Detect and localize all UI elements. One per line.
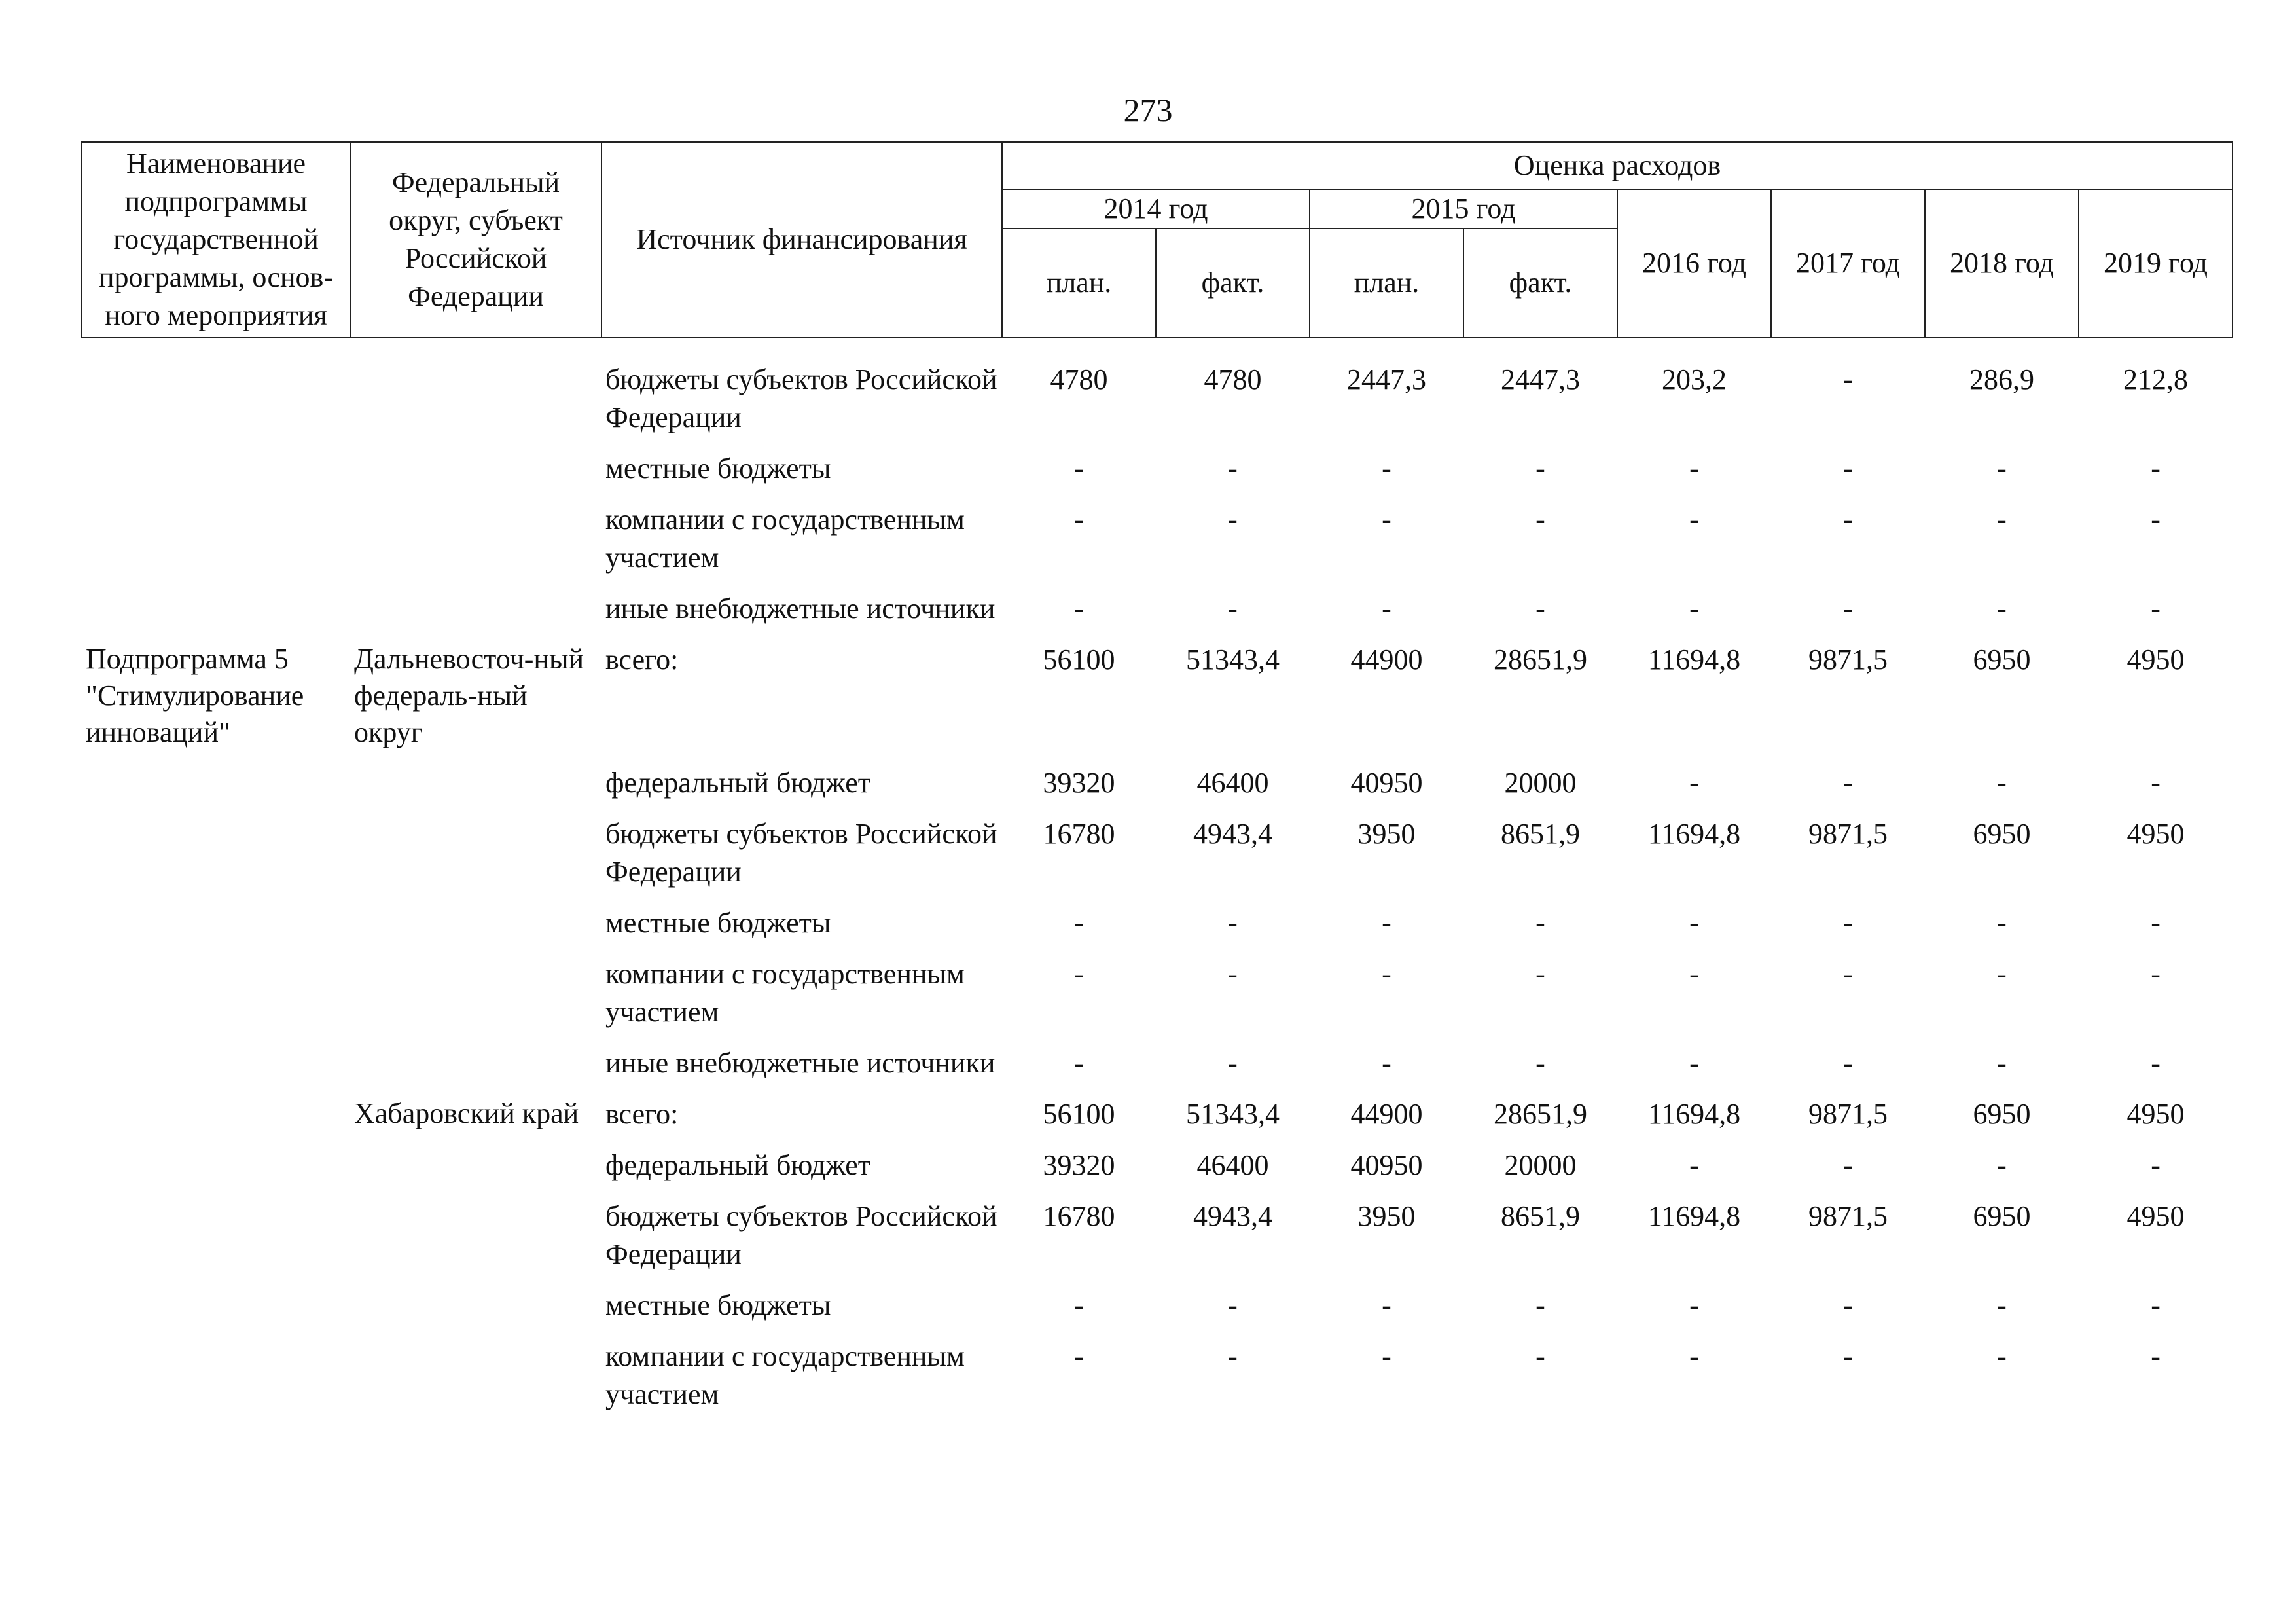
value-cell: - [1535, 503, 1545, 536]
value-cell: - [1997, 906, 2007, 939]
program-name-cell [82, 501, 350, 590]
value-cell: - [1228, 452, 1238, 484]
value-cell: 6950 [1973, 1199, 2031, 1232]
value-cell: 44900 [1350, 1097, 1423, 1130]
value-cell: 6950 [1973, 817, 2031, 850]
region-cell: Хабаровский край [354, 1097, 579, 1129]
value-cell: 2447,3 [1501, 363, 1580, 395]
value-cell: 56100 [1043, 1097, 1115, 1130]
table-row [82, 361, 2233, 450]
value-cell: - [1228, 906, 1238, 939]
value-cell: 20000 [1504, 766, 1577, 799]
value-cell: 56100 [1043, 643, 1115, 676]
header-year-2014: 2014 год [1002, 189, 1310, 228]
value-cell: - [2151, 957, 2161, 990]
value-cell: - [1535, 1046, 1545, 1079]
header-2015-plan: план. [1310, 228, 1463, 337]
value-cell: 44900 [1350, 643, 1423, 676]
value-cell: - [1997, 957, 2007, 990]
funding-source-cell: местные бюджеты [605, 452, 831, 484]
value-cell: - [1228, 503, 1238, 536]
value-cell: - [1535, 906, 1545, 939]
value-cell: 203,2 [1662, 363, 1727, 395]
value-cell: 4943,4 [1193, 817, 1272, 850]
page-number: 273 [1123, 92, 1173, 128]
table-header [82, 142, 2233, 337]
table-row [82, 1197, 2233, 1286]
funding-source-cell: компании с государственным участием [605, 1340, 965, 1410]
value-cell: 20000 [1504, 1148, 1577, 1181]
value-cell: - [1074, 503, 1084, 536]
value-cell: 9871,5 [1808, 1097, 1888, 1130]
value-cell: - [1382, 906, 1391, 939]
value-cell: - [1074, 1288, 1084, 1321]
value-cell: 286,9 [1969, 363, 2034, 395]
program-name-cell [82, 1286, 350, 1338]
value-cell: 16780 [1043, 817, 1115, 850]
region-cell [350, 815, 601, 904]
table-row [82, 1338, 2233, 1427]
table-row [82, 501, 2233, 590]
program-name-cell [82, 450, 350, 501]
value-cell: - [1997, 1148, 2007, 1181]
value-cell: - [1074, 957, 1084, 990]
value-cell: 2447,3 [1347, 363, 1426, 395]
funding-source-cell: всего: [605, 643, 679, 676]
value-cell: - [1689, 452, 1699, 484]
program-name-cell [82, 904, 350, 955]
value-cell: - [1689, 766, 1699, 799]
header-year-2019: 2019 год [2079, 189, 2233, 337]
funding-source-cell: бюджеты субъектов Российской Федерации [605, 817, 997, 888]
region-cell [350, 450, 601, 501]
value-cell: - [1997, 1340, 2007, 1372]
value-cell: - [2151, 1340, 2161, 1372]
value-cell: - [1228, 1340, 1238, 1372]
program-name-cell [82, 1338, 350, 1427]
expenditure-table [81, 141, 2233, 1427]
program-name-cell [82, 1044, 350, 1095]
region-cell [350, 1286, 601, 1338]
value-cell: 212,8 [2123, 363, 2189, 395]
program-name-cell [82, 764, 350, 815]
value-cell: 11694,8 [1647, 1199, 1741, 1232]
value-cell: - [1382, 1340, 1391, 1372]
funding-source-cell: местные бюджеты [605, 1288, 831, 1321]
value-cell: - [1843, 452, 1853, 484]
value-cell: 8651,9 [1501, 817, 1580, 850]
value-cell: - [1535, 452, 1545, 484]
table-row [82, 450, 2233, 501]
value-cell: - [1228, 1046, 1238, 1079]
table-row [82, 815, 2233, 904]
header-source: Источник финансирования [601, 142, 1002, 337]
table-row [82, 904, 2233, 955]
value-cell: - [1689, 503, 1699, 536]
region-cell [350, 361, 601, 450]
region-cell [350, 590, 601, 641]
header-year-2016: 2016 год [1617, 189, 1771, 337]
value-cell: 40950 [1350, 766, 1423, 799]
value-cell: - [1382, 957, 1391, 990]
value-cell: 46400 [1196, 1148, 1269, 1181]
value-cell: - [2151, 452, 2161, 484]
value-cell: 39320 [1043, 766, 1115, 799]
value-cell: 11694,8 [1647, 643, 1741, 676]
value-cell: 3950 [1357, 817, 1416, 850]
value-cell: 4950 [2126, 817, 2185, 850]
region-cell [350, 1197, 601, 1286]
funding-source-cell: иные внебюджетные источники [605, 1046, 996, 1079]
value-cell: - [1228, 592, 1238, 625]
value-cell: 39320 [1043, 1148, 1115, 1181]
header-region: Федеральный округ, субъект Российской Федерации [350, 142, 601, 337]
value-cell: 4780 [1050, 363, 1108, 395]
program-name-cell [82, 1146, 350, 1197]
value-cell: - [1843, 592, 1853, 625]
value-cell: - [1843, 957, 1853, 990]
value-cell: - [1689, 1340, 1699, 1372]
table-row [82, 1286, 2233, 1338]
value-cell: 16780 [1043, 1199, 1115, 1232]
value-cell: - [1843, 503, 1853, 536]
value-cell: 4780 [1204, 363, 1262, 395]
value-cell: - [1843, 1046, 1853, 1079]
value-cell: - [1074, 1046, 1084, 1079]
value-cell: 6950 [1973, 643, 2031, 676]
value-cell: - [1689, 592, 1699, 625]
value-cell: - [1074, 1340, 1084, 1372]
value-cell: 51343,4 [1186, 1097, 1280, 1130]
funding-source-cell: федеральный бюджет [605, 766, 870, 799]
header-2015-fact: факт. [1463, 228, 1617, 337]
value-cell: - [1382, 503, 1391, 536]
header-year-2017: 2017 год [1771, 189, 1925, 337]
region-cell [350, 764, 601, 815]
value-cell: - [1689, 1046, 1699, 1079]
value-cell: - [1382, 592, 1391, 625]
value-cell: 4950 [2126, 643, 2185, 676]
value-cell: - [1997, 503, 2007, 536]
region-cell [350, 1044, 601, 1095]
value-cell: 11694,8 [1647, 1097, 1741, 1130]
funding-source-cell: федеральный бюджет [605, 1148, 870, 1181]
funding-source-cell: местные бюджеты [605, 906, 831, 939]
value-cell: 4950 [2126, 1097, 2185, 1130]
funding-source-cell: бюджеты субъектов Российской Федерации [605, 363, 997, 433]
value-cell: 9871,5 [1808, 817, 1888, 850]
value-cell: 6950 [1973, 1097, 2031, 1130]
value-cell: - [1997, 766, 2007, 799]
funding-source-cell: компании с государственным участием [605, 957, 965, 1028]
value-cell: - [1382, 1046, 1391, 1079]
header-2014-fact: факт. [1156, 228, 1310, 337]
value-cell: - [2151, 503, 2161, 536]
value-cell: - [2151, 906, 2161, 939]
value-cell: - [1843, 1288, 1853, 1321]
table-row [82, 590, 2233, 641]
header-year-2018: 2018 год [1925, 189, 2079, 337]
value-cell: - [1689, 1288, 1699, 1321]
value-cell: 40950 [1350, 1148, 1423, 1181]
table-row [82, 1095, 2233, 1146]
region-cell [350, 904, 601, 955]
table-row [82, 1044, 2233, 1095]
program-name-cell [82, 1197, 350, 1286]
funding-source-cell: иные внебюджетные источники [605, 592, 996, 625]
value-cell: - [1843, 766, 1853, 799]
value-cell: 11694,8 [1647, 817, 1741, 850]
table-row [82, 1146, 2233, 1197]
table-row [82, 641, 2233, 764]
value-cell: 9871,5 [1808, 643, 1888, 676]
value-cell: 46400 [1196, 766, 1269, 799]
header-name: Наименование подпрограммы государственной программы, основ-ного мероприятия [82, 142, 350, 337]
value-cell: 51343,4 [1186, 643, 1280, 676]
value-cell: - [1382, 1288, 1391, 1321]
value-cell: - [1074, 906, 1084, 939]
program-name-cell [82, 1095, 350, 1146]
value-cell: - [1228, 1288, 1238, 1321]
value-cell: - [2151, 592, 2161, 625]
value-cell: - [1997, 1288, 2007, 1321]
region-cell [350, 1146, 601, 1197]
value-cell: - [1689, 1148, 1699, 1181]
header-2014-plan: план. [1002, 228, 1156, 337]
value-cell: - [1689, 957, 1699, 990]
value-cell: - [1535, 1340, 1545, 1372]
header-year-2015: 2015 год [1310, 189, 1617, 228]
value-cell: 9871,5 [1808, 1199, 1888, 1232]
value-cell: - [1228, 957, 1238, 990]
header-estimate: Оценка расходов [1002, 142, 2233, 189]
value-cell: - [1997, 1046, 2007, 1079]
funding-source-cell: бюджеты субъектов Российской Федерации [605, 1199, 997, 1270]
table-body [82, 337, 2233, 1427]
value-cell: - [1689, 906, 1699, 939]
region-cell [350, 955, 601, 1044]
value-cell: - [1843, 906, 1853, 939]
value-cell: - [1074, 452, 1084, 484]
region-cell [350, 501, 601, 590]
table-row [82, 764, 2233, 815]
program-name-cell [82, 815, 350, 904]
value-cell: - [1843, 1148, 1853, 1181]
value-cell: - [1382, 452, 1391, 484]
value-cell: 4943,4 [1193, 1199, 1272, 1232]
value-cell: - [2151, 1148, 2161, 1181]
value-cell: - [1997, 452, 2007, 484]
value-cell: - [1535, 592, 1545, 625]
program-name-cell [82, 361, 350, 450]
value-cell: - [1535, 1288, 1545, 1321]
value-cell: 28651,9 [1494, 643, 1587, 676]
value-cell: 3950 [1357, 1199, 1416, 1232]
value-cell: - [1997, 592, 2007, 625]
program-name-cell [82, 590, 350, 641]
value-cell: - [1843, 1340, 1853, 1372]
value-cell: - [1843, 363, 1853, 395]
value-cell: - [2151, 766, 2161, 799]
value-cell: - [1535, 957, 1545, 990]
region-cell [350, 1338, 601, 1427]
value-cell: 28651,9 [1494, 1097, 1587, 1130]
table-row [82, 955, 2233, 1044]
program-name-cell: Подпрограмма 5 "Стимулирование инноваций" [86, 642, 304, 748]
value-cell: 4950 [2126, 1199, 2185, 1232]
value-cell: - [2151, 1046, 2161, 1079]
funding-source-cell: всего: [605, 1097, 679, 1130]
funding-source-cell: компании с государственным участием [605, 503, 965, 574]
value-cell: 8651,9 [1501, 1199, 1580, 1232]
value-cell: - [2151, 1288, 2161, 1321]
region-cell: Дальневосточ-ный федераль-ный округ [354, 642, 584, 748]
value-cell: - [1074, 592, 1084, 625]
program-name-cell [82, 955, 350, 1044]
